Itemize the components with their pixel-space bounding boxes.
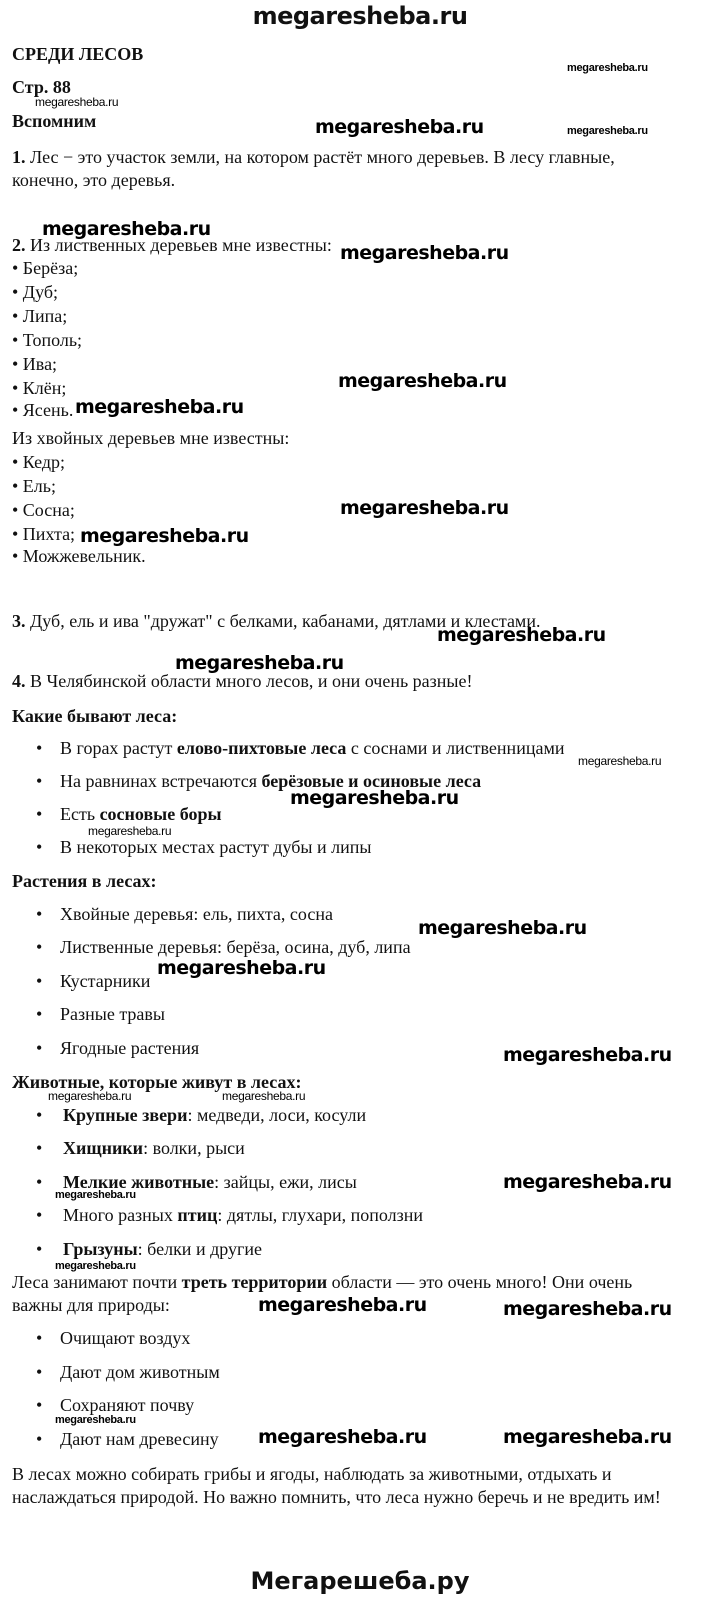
list-item: Дают нам древесину	[60, 1429, 219, 1449]
text: : зайцы, ежи, лисы	[214, 1172, 357, 1192]
bullet: •	[36, 904, 43, 924]
answer-number: 4.	[12, 671, 26, 691]
list-item	[60, 803, 222, 825]
list-item: Сохраняют почву	[60, 1395, 195, 1415]
watermark: megaresheba.ru	[175, 652, 344, 674]
list-item: • Клён;	[12, 378, 67, 398]
watermark: megaresheba.ru	[338, 370, 507, 392]
bullet: •	[36, 1105, 43, 1125]
watermark: megaresheba.ru	[258, 1294, 427, 1316]
list-item: Дают дом животным	[60, 1362, 220, 1382]
watermark: megaresheba.ru	[55, 1260, 136, 1272]
watermark: megaresheba.ru	[503, 1298, 672, 1320]
answer-1-line-1	[12, 146, 615, 168]
watermark: megaresheba.ru	[55, 1189, 136, 1201]
text: Много разных	[63, 1205, 178, 1225]
list-item: • Дуб;	[12, 282, 59, 302]
text: В горах растут	[60, 738, 177, 758]
bold-text: птиц	[177, 1205, 218, 1225]
text: Есть	[60, 804, 100, 824]
page-title: СРЕДИ ЛЕСОВ	[12, 44, 144, 64]
watermark: megaresheba.ru	[157, 957, 326, 979]
bullet: •	[36, 1038, 43, 1058]
watermark: megaresheba.ru	[55, 1414, 136, 1426]
list-item	[63, 1137, 245, 1159]
text: : волки, рыси	[143, 1138, 245, 1158]
watermark: megaresheba.ru	[222, 1089, 306, 1103]
answer-number: 3.	[12, 611, 26, 631]
watermark: megaresheba.ru	[88, 824, 172, 838]
answer-1-line-2: конечно, это деревья.	[12, 170, 176, 190]
text: Леса занимают почти	[12, 1272, 182, 1292]
list-item: • Пихта;	[12, 524, 76, 544]
list-item: Лиственные деревья: берёза, осина, дуб, липа	[60, 937, 411, 957]
watermark: megaresheba.ru	[503, 1171, 672, 1193]
section-heading: Вспомним	[12, 111, 97, 131]
watermark: megaresheba.ru	[418, 917, 587, 939]
list-item	[63, 1204, 423, 1226]
list-item: • Можжевельник.	[12, 546, 146, 566]
text: : медведи, лоси, косули	[187, 1105, 367, 1125]
list-item	[60, 737, 564, 759]
watermark: megaresheba.ru	[503, 1426, 672, 1448]
plants-heading: Растения в лесах:	[12, 871, 157, 891]
text: : дятлы, глухари, поползни	[217, 1205, 424, 1225]
watermark: megaresheba.ru	[340, 497, 509, 519]
list-item: • Липа;	[12, 306, 68, 326]
watermark: megaresheba.ru	[503, 1044, 672, 1066]
watermark: megaresheba.ru	[290, 787, 459, 809]
bold-text: берёзовые и осиновые леса	[261, 771, 482, 791]
watermark: megaresheba.ru	[258, 1426, 427, 1448]
watermark-header[interactable]: megaresheba.ru	[252, 2, 468, 30]
answer-number: 1.	[12, 147, 26, 167]
list-item: • Ива;	[12, 354, 58, 374]
answer-number: 2.	[12, 235, 26, 255]
watermark: megaresheba.ru	[437, 624, 606, 646]
bullet: •	[36, 971, 43, 991]
bold-text: сосновые боры	[99, 804, 222, 824]
text: : белки и другие	[137, 1239, 263, 1259]
list-item: Ягодные растения	[60, 1038, 200, 1058]
bullet: •	[36, 1172, 43, 1192]
bullet: •	[36, 937, 43, 957]
watermark: megaresheba.ru	[567, 62, 648, 74]
list-item	[63, 1238, 262, 1260]
bullet: •	[36, 1362, 43, 1382]
bullet: •	[36, 837, 43, 857]
list-item: В некоторых местах растут дубы и липы	[60, 837, 372, 857]
bullet: •	[36, 1138, 43, 1158]
bullet: •	[36, 738, 43, 758]
bullet: •	[36, 1205, 43, 1225]
conclusion-line-2: наслаждаться природой. Но важно помнить, что леса нужно беречь и не вредить им!	[12, 1487, 661, 1507]
bullet: •	[36, 1004, 43, 1024]
importance-line-1	[12, 1271, 632, 1293]
forests-heading: Какие бывают леса:	[12, 706, 178, 726]
watermark: megaresheba.ru	[42, 218, 211, 240]
watermark: megaresheba.ru	[567, 125, 648, 137]
bold-text: Хищники	[63, 1138, 144, 1158]
text: На равнинах встречаются	[60, 771, 262, 791]
list-item: Очищают воздух	[60, 1328, 191, 1348]
answer-text: Дуб, ель и ива "дружат" с белками, кабанами, дятлами и клестами.	[25, 611, 541, 631]
answer-text: В Челябинской области много лесов, и они очень разные!	[25, 671, 473, 691]
bullet: •	[36, 771, 43, 791]
list-item: • Кедр;	[12, 452, 66, 472]
animals-heading: Животные, которые живут в лесах:	[12, 1072, 302, 1092]
list-item: • Берёза;	[12, 258, 79, 278]
watermark: megaresheba.ru	[340, 242, 509, 264]
watermark: megaresheba.ru	[80, 525, 249, 547]
watermark: megaresheba.ru	[48, 1089, 132, 1103]
list-item: • Тополь;	[12, 330, 83, 350]
watermark: megaresheba.ru	[578, 754, 662, 768]
bold-text: Грызуны	[63, 1239, 138, 1259]
list-item: Хвойные деревья: ель, пихта, сосна	[60, 904, 333, 924]
list-item: Разные травы	[60, 1004, 165, 1024]
bold-text: Крупные звери	[63, 1105, 188, 1125]
bullet: •	[36, 1328, 43, 1348]
watermark: megaresheba.ru	[315, 116, 484, 138]
text: области — это очень много! Они очень	[327, 1272, 633, 1292]
importance-line-2: важны для природы:	[12, 1295, 170, 1315]
list-item: • Ель;	[12, 476, 56, 496]
watermark: megaresheba.ru	[35, 95, 119, 109]
bullet: •	[36, 1395, 43, 1415]
list-item: • Сосна;	[12, 500, 75, 520]
page-number: Стр. 88	[12, 77, 71, 97]
bold-text: елово-пихтовые леса	[176, 738, 347, 758]
bold-text: Мелкие животные	[63, 1172, 215, 1192]
bullet: •	[36, 1429, 43, 1449]
list-item: Кустарники	[60, 971, 151, 991]
answer-text: Лес − это участок земли, на котором растёт много деревьев. В лесу главные,	[25, 147, 615, 167]
answer-text: Из лиственных деревьев мне известны:	[25, 235, 332, 255]
conifer-intro: Из хвойных деревьев мне известны:	[12, 428, 290, 448]
bullet: •	[36, 804, 43, 824]
watermark: megaresheba.ru	[75, 396, 244, 418]
text: с соснами и лиственницами	[346, 738, 565, 758]
conclusion-line-1: В лесах можно собирать грибы и ягоды, наблюдать за животными, отдыхать и	[12, 1464, 612, 1484]
list-item: • Ясень.	[12, 400, 74, 420]
list-item	[63, 1104, 366, 1126]
footer-logo[interactable]: Мегарешеба.ру	[250, 1567, 470, 1595]
bold-text: треть территории	[181, 1272, 328, 1292]
bullet: •	[36, 1239, 43, 1259]
